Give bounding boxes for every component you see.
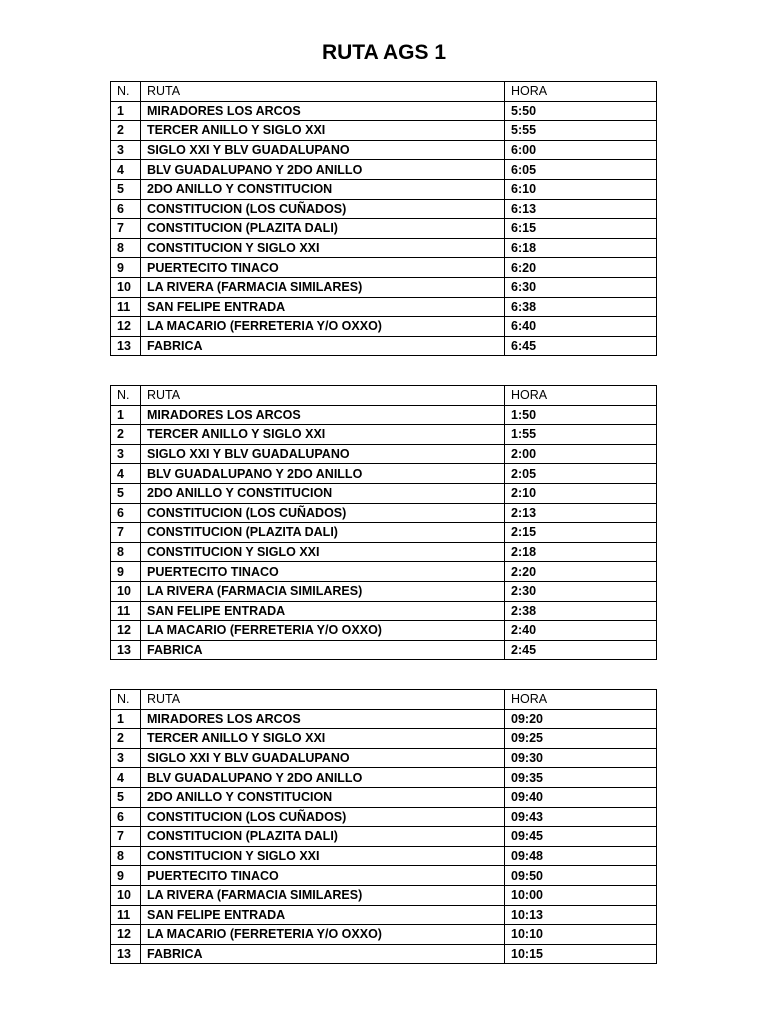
stop-time-cell: 10:00 — [505, 885, 657, 905]
stop-number-cell: 6 — [111, 503, 141, 523]
stop-number-cell: 9 — [111, 866, 141, 886]
stop-number-cell: 8 — [111, 846, 141, 866]
stop-number-cell: 8 — [111, 238, 141, 258]
stop-name-cell: SAN FELIPE ENTRADA — [141, 905, 505, 925]
table-row — [111, 199, 657, 219]
stop-time-cell: 6:20 — [505, 258, 657, 278]
stop-time-cell: 6:00 — [505, 140, 657, 160]
stop-number-cell: 6 — [111, 807, 141, 827]
stop-name-cell: CONSTITUCION (PLAZITA DALI) — [141, 827, 505, 847]
stop-name-cell: SAN FELIPE ENTRADA — [141, 601, 505, 621]
table-row — [111, 405, 657, 425]
stop-number-cell: 10 — [111, 885, 141, 905]
stop-name-cell: LA MACARIO (FERRETERIA Y/O OXXO) — [141, 925, 505, 945]
stop-number-cell: 12 — [111, 621, 141, 641]
stop-number-cell: 7 — [111, 827, 141, 847]
stop-name-cell: BLV GUADALUPANO Y 2DO ANILLO — [141, 160, 505, 180]
stop-name-cell: LA MACARIO (FERRETERIA Y/O OXXO) — [141, 621, 505, 641]
stop-time-cell: 09:45 — [505, 827, 657, 847]
stop-number-cell: 13 — [111, 944, 141, 964]
stop-name-cell: MIRADORES LOS ARCOS — [141, 405, 505, 425]
stop-number-cell: 2 — [111, 425, 141, 445]
table-row — [111, 562, 657, 582]
stop-number-cell: 11 — [111, 601, 141, 621]
table-body — [111, 101, 657, 356]
stop-number-cell: 12 — [111, 317, 141, 337]
stop-time-cell: 2:13 — [505, 503, 657, 523]
stop-name-cell: CONSTITUCION (PLAZITA DALI) — [141, 219, 505, 239]
stop-time-cell: 6:30 — [505, 277, 657, 297]
stop-time-cell: 1:50 — [505, 405, 657, 425]
table-row — [111, 709, 657, 729]
stop-time-cell: 2:18 — [505, 542, 657, 562]
stop-name-cell: CONSTITUCION (PLAZITA DALI) — [141, 523, 505, 543]
stop-time-cell: 6:15 — [505, 219, 657, 239]
stop-name-cell: MIRADORES LOS ARCOS — [141, 709, 505, 729]
stop-time-cell: 1:55 — [505, 425, 657, 445]
stop-time-cell: 09:30 — [505, 748, 657, 768]
stop-name-cell: PUERTECITO TINACO — [141, 866, 505, 886]
stop-time-cell: 6:18 — [505, 238, 657, 258]
stop-number-cell: 12 — [111, 925, 141, 945]
stop-number-cell: 13 — [111, 336, 141, 356]
stop-time-cell: 2:05 — [505, 464, 657, 484]
table-row — [111, 444, 657, 464]
stop-time-cell: 2:38 — [505, 601, 657, 621]
column-header-hora: HORA — [505, 82, 657, 102]
stop-number-cell: 5 — [111, 483, 141, 503]
stop-name-cell: TERCER ANILLO Y SIGLO XXI — [141, 121, 505, 141]
stop-time-cell: 09:40 — [505, 787, 657, 807]
stop-time-cell: 2:00 — [505, 444, 657, 464]
stop-number-cell: 4 — [111, 768, 141, 788]
table-row — [111, 179, 657, 199]
table-row — [111, 503, 657, 523]
table-row — [111, 601, 657, 621]
table-row — [111, 258, 657, 278]
stop-number-cell: 5 — [111, 787, 141, 807]
stop-number-cell: 3 — [111, 444, 141, 464]
table-row — [111, 523, 657, 543]
stop-number-cell: 11 — [111, 905, 141, 925]
stop-name-cell: CONSTITUCION (LOS CUÑADOS) — [141, 199, 505, 219]
column-header-hora: HORA — [505, 386, 657, 406]
stop-number-cell: 9 — [111, 258, 141, 278]
stop-time-cell: 6:38 — [505, 297, 657, 317]
stop-time-cell: 6:40 — [505, 317, 657, 337]
stop-name-cell: MIRADORES LOS ARCOS — [141, 101, 505, 121]
table-row — [111, 885, 657, 905]
stop-number-cell: 6 — [111, 199, 141, 219]
stop-name-cell: SAN FELIPE ENTRADA — [141, 297, 505, 317]
table-row — [111, 121, 657, 141]
table-row — [111, 464, 657, 484]
stop-time-cell: 2:10 — [505, 483, 657, 503]
stop-number-cell: 2 — [111, 121, 141, 141]
column-header-ruta: RUTA — [141, 386, 505, 406]
stop-name-cell: CONSTITUCION Y SIGLO XXI — [141, 542, 505, 562]
stop-time-cell: 2:40 — [505, 621, 657, 641]
stop-name-cell: SIGLO XXI Y BLV GUADALUPANO — [141, 140, 505, 160]
stop-name-cell: CONSTITUCION Y SIGLO XXI — [141, 846, 505, 866]
schedule-table-3 — [110, 689, 657, 964]
table-row — [111, 277, 657, 297]
table-row — [111, 807, 657, 827]
stop-name-cell: LA MACARIO (FERRETERIA Y/O OXXO) — [141, 317, 505, 337]
stop-name-cell: 2DO ANILLO Y CONSTITUCION — [141, 483, 505, 503]
table-row — [111, 542, 657, 562]
stop-time-cell: 6:45 — [505, 336, 657, 356]
stop-time-cell: 6:10 — [505, 179, 657, 199]
stop-time-cell: 2:15 — [505, 523, 657, 543]
stop-number-cell: 13 — [111, 640, 141, 660]
stop-number-cell: 1 — [111, 405, 141, 425]
stop-time-cell: 10:15 — [505, 944, 657, 964]
table-row — [111, 336, 657, 356]
stop-number-cell: 3 — [111, 140, 141, 160]
stop-time-cell: 2:45 — [505, 640, 657, 660]
stop-name-cell: TERCER ANILLO Y SIGLO XXI — [141, 729, 505, 749]
table-row — [111, 925, 657, 945]
stop-time-cell: 6:05 — [505, 160, 657, 180]
stop-number-cell: 11 — [111, 297, 141, 317]
stop-name-cell: LA RIVERA (FARMACIA SIMILARES) — [141, 885, 505, 905]
stop-name-cell: FABRICA — [141, 640, 505, 660]
stop-time-cell: 10:13 — [505, 905, 657, 925]
stop-time-cell: 09:35 — [505, 768, 657, 788]
table-row — [111, 827, 657, 847]
column-header-ruta: RUTA — [141, 82, 505, 102]
schedule-table-1 — [110, 81, 657, 356]
table-header-row — [111, 386, 657, 406]
column-header-num: N. — [111, 690, 141, 710]
stop-time-cell: 10:10 — [505, 925, 657, 945]
stop-time-cell: 5:55 — [505, 121, 657, 141]
table-row — [111, 101, 657, 121]
table-row — [111, 787, 657, 807]
table-row — [111, 140, 657, 160]
table-row — [111, 581, 657, 601]
stop-name-cell: BLV GUADALUPANO Y 2DO ANILLO — [141, 768, 505, 788]
stop-number-cell: 2 — [111, 729, 141, 749]
stop-name-cell: 2DO ANILLO Y CONSTITUCION — [141, 179, 505, 199]
stop-name-cell: SIGLO XXI Y BLV GUADALUPANO — [141, 444, 505, 464]
stop-number-cell: 3 — [111, 748, 141, 768]
page-title: RUTA AGS 1 — [321, 41, 447, 64]
stop-number-cell: 5 — [111, 179, 141, 199]
stop-name-cell: CONSTITUCION Y SIGLO XXI — [141, 238, 505, 258]
stop-time-cell: 09:43 — [505, 807, 657, 827]
stop-time-cell: 5:50 — [505, 101, 657, 121]
stop-name-cell: LA RIVERA (FARMACIA SIMILARES) — [141, 277, 505, 297]
stop-time-cell: 09:48 — [505, 846, 657, 866]
table-row — [111, 640, 657, 660]
stop-time-cell: 6:13 — [505, 199, 657, 219]
stop-time-cell: 2:20 — [505, 562, 657, 582]
table-header-row — [111, 82, 657, 102]
table-row — [111, 297, 657, 317]
table-body — [111, 405, 657, 660]
column-header-hora: HORA — [505, 690, 657, 710]
table-row — [111, 944, 657, 964]
table-header-row — [111, 690, 657, 710]
stop-number-cell: 8 — [111, 542, 141, 562]
table-row — [111, 219, 657, 239]
stop-time-cell: 09:50 — [505, 866, 657, 886]
table-row — [111, 846, 657, 866]
table-row — [111, 483, 657, 503]
stop-number-cell: 1 — [111, 709, 141, 729]
stop-time-cell: 2:30 — [505, 581, 657, 601]
stop-time-cell: 09:20 — [505, 709, 657, 729]
stop-number-cell: 4 — [111, 160, 141, 180]
stop-name-cell: TERCER ANILLO Y SIGLO XXI — [141, 425, 505, 445]
table-row — [111, 905, 657, 925]
stop-name-cell: FABRICA — [141, 944, 505, 964]
stop-number-cell: 10 — [111, 277, 141, 297]
table-row — [111, 621, 657, 641]
stop-number-cell: 10 — [111, 581, 141, 601]
stop-name-cell: PUERTECITO TINACO — [141, 562, 505, 582]
stop-name-cell: SIGLO XXI Y BLV GUADALUPANO — [141, 748, 505, 768]
stop-name-cell: LA RIVERA (FARMACIA SIMILARES) — [141, 581, 505, 601]
stop-number-cell: 1 — [111, 101, 141, 121]
stop-name-cell: PUERTECITO TINACO — [141, 258, 505, 278]
table-row — [111, 238, 657, 258]
stop-name-cell: CONSTITUCION (LOS CUÑADOS) — [141, 503, 505, 523]
column-header-ruta: RUTA — [141, 690, 505, 710]
stop-number-cell: 9 — [111, 562, 141, 582]
stop-name-cell: BLV GUADALUPANO Y 2DO ANILLO — [141, 464, 505, 484]
column-header-num: N. — [111, 386, 141, 406]
stop-time-cell: 09:25 — [505, 729, 657, 749]
stop-name-cell: FABRICA — [141, 336, 505, 356]
table-row — [111, 160, 657, 180]
table-row — [111, 425, 657, 445]
stop-name-cell: 2DO ANILLO Y CONSTITUCION — [141, 787, 505, 807]
stop-name-cell: CONSTITUCION (LOS CUÑADOS) — [141, 807, 505, 827]
stop-number-cell: 4 — [111, 464, 141, 484]
table-body — [111, 709, 657, 964]
schedule-table-2 — [110, 385, 657, 660]
column-header-num: N. — [111, 82, 141, 102]
stop-number-cell: 7 — [111, 219, 141, 239]
stop-number-cell: 7 — [111, 523, 141, 543]
table-row — [111, 866, 657, 886]
table-row — [111, 729, 657, 749]
table-row — [111, 317, 657, 337]
table-row — [111, 748, 657, 768]
table-row — [111, 768, 657, 788]
